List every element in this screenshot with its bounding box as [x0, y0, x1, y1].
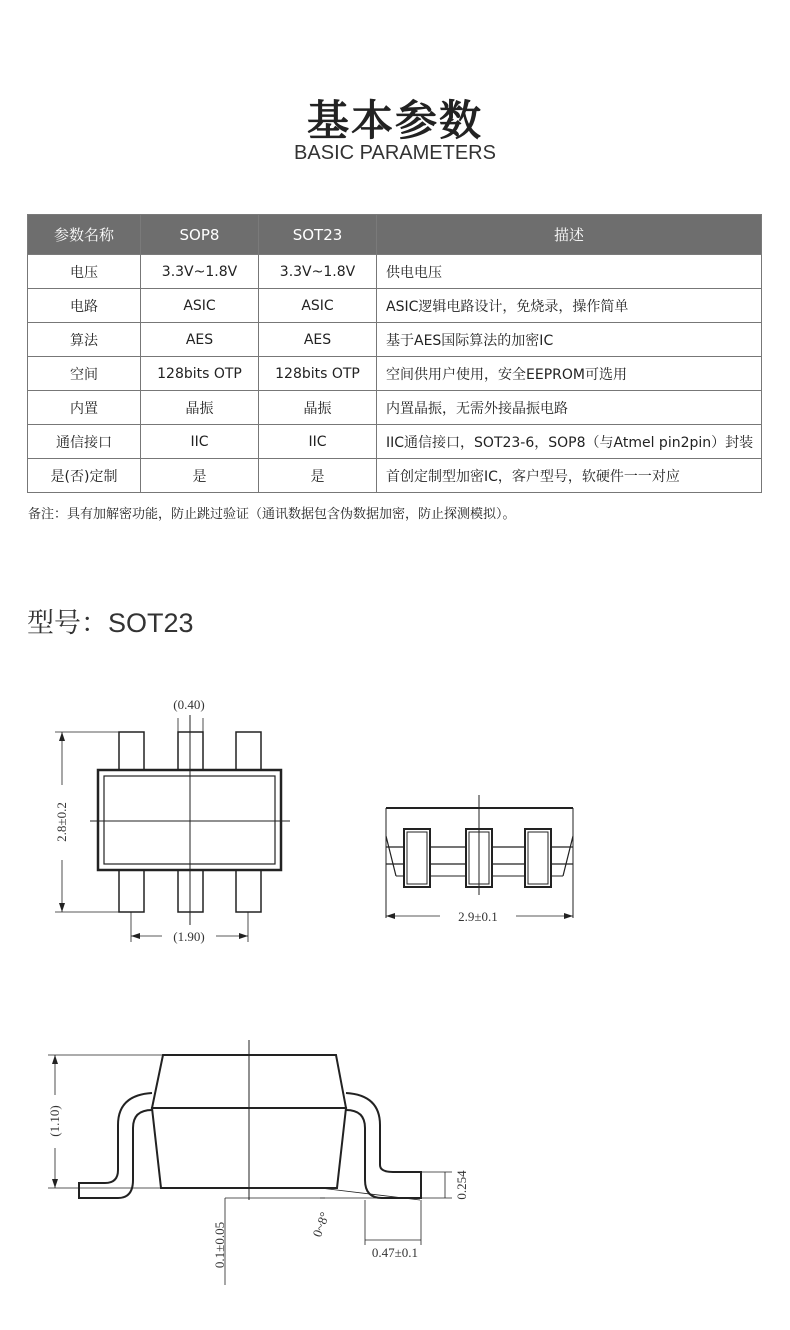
table-cell: 内置	[28, 391, 141, 425]
table-cell: 晶振	[141, 391, 259, 425]
dim-lead-thickness: 0.254	[454, 1170, 469, 1200]
table-cell: 电压	[28, 255, 141, 289]
table-cell: 3.3V~1.8V	[141, 255, 259, 289]
table-cell: 空间	[28, 357, 141, 391]
table-cell: 128bits OTP	[259, 357, 377, 391]
table-cell: IIC	[141, 425, 259, 459]
table-cell: AES	[141, 323, 259, 357]
table-cell: 内置晶振，无需外接晶振电路	[377, 391, 762, 425]
table-cell: 128bits OTP	[141, 357, 259, 391]
table-cell: IIC	[259, 425, 377, 459]
table-cell: 基于AES国际算法的加密IC	[377, 323, 762, 357]
table-cell: 通信接口	[28, 425, 141, 459]
table-cell: ASIC	[141, 289, 259, 323]
table-cell: 是	[141, 459, 259, 493]
model-label: 型号：	[27, 608, 108, 639]
table-cell: 空间供用户使用，安全EEPROM可选用	[377, 357, 762, 391]
table-cell: 3.3V~1.8V	[259, 255, 377, 289]
top-view	[55, 715, 290, 942]
table-cell: AES	[259, 323, 377, 357]
table-cell: 是	[259, 459, 377, 493]
page-subtitle: BASIC PARAMETERS	[294, 142, 496, 164]
note-text: 备注：具有加解密功能，防止跳过验证（通讯数据包含伪数据加密，防止探测模拟）。	[28, 507, 516, 522]
table-cell: ASIC逻辑电路设计，免烧录，操作简单	[377, 289, 762, 323]
page-title: 基本参数	[306, 96, 483, 145]
table-cell: 算法	[28, 323, 141, 357]
column-header-param: 参数名称	[28, 215, 141, 255]
table-cell: 首创定制型加密IC，客户型号，软硬件一一对应	[377, 459, 762, 493]
model-value: SOT23	[108, 608, 194, 638]
table-cell: 供电电压	[377, 255, 762, 289]
dim-width: 2.9±0.1	[458, 909, 498, 924]
table-cell: 电路	[28, 289, 141, 323]
dim-side-height: (1.10)	[47, 1105, 62, 1137]
dim-height: 2.8±0.2	[54, 802, 69, 842]
table-cell: 是(否)定制	[28, 459, 141, 493]
column-header-description: 描述	[377, 215, 762, 255]
dim-pitch: (0.40)	[173, 697, 205, 712]
table-cell: ASIC	[259, 289, 377, 323]
column-header-sop8: SOP8	[141, 215, 259, 255]
column-header-sot23: SOT23	[259, 215, 377, 255]
dim-standoff: 0.1±0.05	[212, 1221, 227, 1269]
table-cell: 晶振	[259, 391, 377, 425]
end-view	[386, 795, 573, 919]
dim-angle: 0~8°	[309, 1210, 333, 1239]
dim-lead-length: 0.47±0.1	[371, 1245, 419, 1260]
table-cell: IIC通信接口，SOT23-6，SOP8（与Atmel pin2pin）封装	[377, 425, 762, 459]
dim-span: (1.90)	[173, 929, 205, 944]
